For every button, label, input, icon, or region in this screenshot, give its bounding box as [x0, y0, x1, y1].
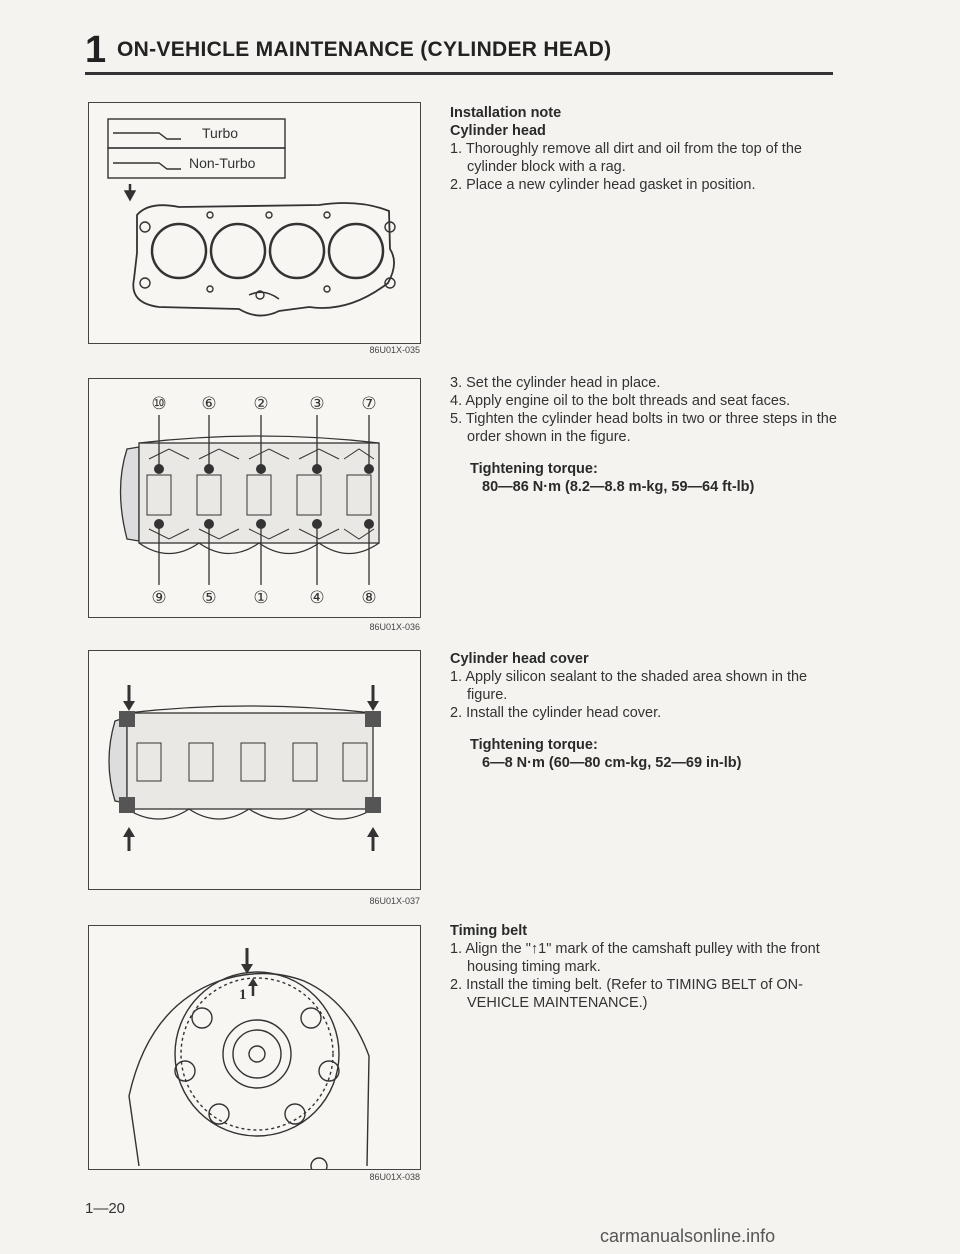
section-heading: Installation note [450, 105, 562, 121]
figure-camshaft-pulley [88, 925, 421, 1170]
instruction-step: 1. Thoroughly remove all dirt and oil from the top of the cylinder block with a rag. [450, 141, 802, 175]
figure-sealant-areas [88, 650, 421, 890]
bolt-number-top: ⑩ [151, 394, 167, 413]
chapter-title: ON-VEHICLE MAINTENANCE (CYLINDER HEAD) [117, 38, 612, 61]
instruction-step: 2. Place a new cylinder head gasket in position. [450, 177, 756, 193]
legend-non-turbo: Non-Turbo [189, 155, 256, 171]
instruction-step: 4. Apply engine oil to the bolt threads and seat faces. [450, 393, 791, 409]
figure-head-gasket [88, 102, 421, 344]
section-heading: Timing belt [450, 923, 528, 939]
bolt-number-bottom: ④ [309, 588, 325, 607]
instruction-step: 2. Install the timing belt. (Refer to TIMING BELT of ON-VEHICLE MAINTENANCE.) [450, 977, 803, 1011]
figure-code: 86U01X-037 [369, 896, 420, 906]
section-cylinder-head-cover [450, 650, 845, 772]
bolt-number-bottom: ⑨ [151, 588, 167, 607]
bolt-number-bottom: ⑤ [201, 588, 217, 607]
bolt-number-bottom: ⑧ [361, 588, 377, 607]
figure-code: 86U01X-036 [369, 622, 420, 632]
torque-label: Tightening torque: [470, 737, 598, 753]
timing-mark-label: 1 [239, 987, 247, 1003]
instruction-step: 1. Align the "↑1" mark of the camshaft pulley with the front housing timing mark. [450, 941, 820, 975]
instruction-step: 5. Tighten the cylinder head bolts in two or three steps in the order shown in the figure. [450, 411, 837, 445]
section-subheading: Cylinder head [450, 123, 546, 139]
chapter-number: 1 [85, 29, 107, 71]
bolt-number-top: ③ [309, 394, 325, 413]
camshaft-pulley-diagram [89, 926, 420, 1169]
instruction-step: 3. Set the cylinder head in place. [450, 375, 661, 391]
section-heading: Cylinder head cover [450, 651, 589, 667]
page-header [85, 28, 833, 72]
instruction-step: 1. Apply silicon sealant to the shaded area shown in the figure. [450, 669, 808, 703]
header-rule [85, 72, 833, 75]
figure-code: 86U01X-035 [369, 345, 420, 355]
torque-value: 80—86 N·m (8.2—8.8 m-kg, 59—64 ft-lb) [482, 479, 755, 495]
bolt-number-top: ② [253, 394, 269, 413]
instruction-step: 2. Install the cylinder head cover. [450, 705, 662, 721]
section-timing-belt [450, 922, 845, 1012]
legend-turbo: Turbo [202, 125, 239, 141]
bolt-number-bottom: ① [253, 588, 269, 607]
bolt-number-top: ⑦ [361, 394, 377, 413]
bolt-order-diagram [89, 379, 420, 617]
head-gasket-diagram [89, 103, 420, 343]
section-installation-note [450, 104, 845, 194]
bolt-number-top: ⑥ [201, 394, 217, 413]
page-number: 1—20 [85, 1200, 126, 1217]
figure-bolt-order [88, 378, 421, 618]
torque-value: 6—8 N·m (60—80 cm-kg, 52—69 in-lb) [482, 755, 742, 771]
section-cylinder-head-install [450, 374, 845, 496]
sealant-areas-diagram [89, 651, 420, 889]
figure-code: 86U01X-038 [369, 1172, 420, 1182]
torque-label: Tightening torque: [470, 461, 598, 477]
watermark: carmanualsonline.info [600, 1226, 776, 1246]
